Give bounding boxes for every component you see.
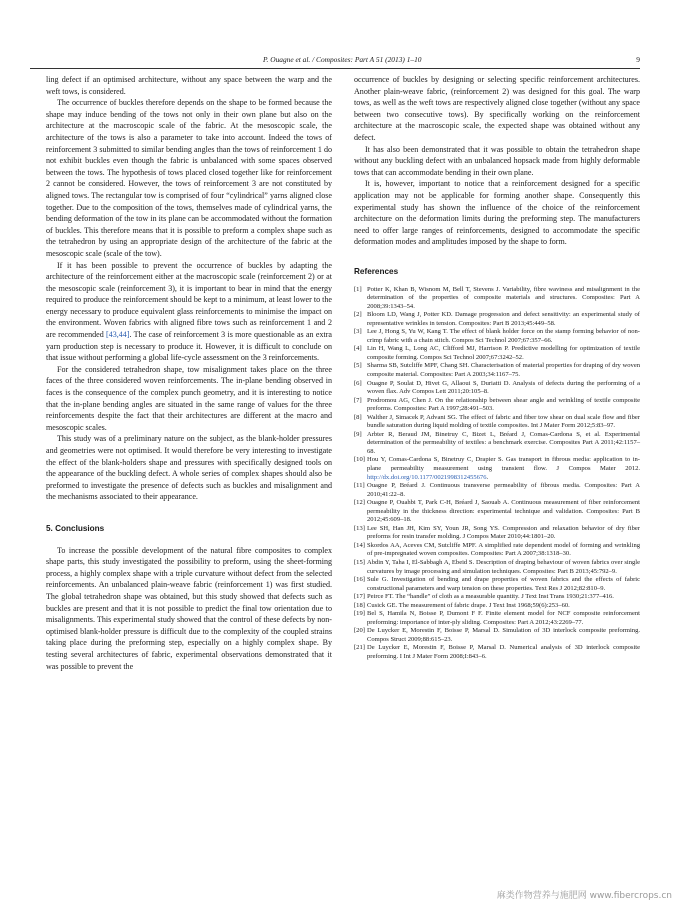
- reference-item: [354, 397, 640, 414]
- reference-text: Ouagne P, Ouahbi T, Park C-H, Bréard J, Saouab A. Continuous measurement of fiber reinforcement permeability in the thickness direction: experimental technique and validation. Composites: Part B 2012;45:609–18.: [367, 499, 640, 524]
- reference-number: [7]: [354, 396, 362, 404]
- reference-item: [354, 380, 640, 397]
- reference-text: Abdin Y, Taha I, El-Sabbagh A, Ebeid S. Description of draping behaviour of woven fabrics over single curvatures by image processing and simulation techniques. Composites: Part B 2013;45:792–9.: [367, 559, 640, 575]
- reference-text: Ouagne P, Bréard J. Continuous transverse permeability of fibrous media. Composites: Part A 2010;41:22–8.: [367, 482, 640, 498]
- reference-item: [354, 644, 640, 661]
- reference-number: [6]: [354, 379, 362, 387]
- reference-text: Bloom LD, Wang J, Potter KD. Damage progression and defect sensitivity: an experimental study of representative wrinkles in tension. Composites: Part B 2013;45:449–58.: [367, 311, 640, 327]
- reference-item: [354, 602, 640, 611]
- reference-text-end: .: [486, 473, 489, 481]
- reference-item: [354, 610, 640, 627]
- reference-item: [354, 286, 640, 312]
- right-column: [354, 74, 640, 662]
- reference-number: [20]: [354, 627, 365, 635]
- reference-number: [13]: [354, 524, 365, 532]
- running-header: [30, 55, 640, 67]
- paragraph: [46, 260, 332, 364]
- header-rule: [30, 68, 640, 69]
- reference-number: [10]: [354, 456, 365, 464]
- paragraph-text: . The case of reinforcement 3 is more questionable as an extra yarn production step is necessary to produce it. However, it is difficult to conclude on that issue without performing a global life-cycle assessment on the 3 reinforcements.: [46, 330, 332, 363]
- journal-citation: P. Ouagne et al. / Composites: Part A 51 (2013) 1–10: [263, 55, 422, 64]
- paragraph: ling defect if an optimised architecture, without any space between the warp and the weft tows, is considered.: [46, 75, 332, 96]
- reference-text: De Luycker E, Morestin F, Boisse P, Marsal D. Simulation of 3D interlock composite preforming. Compos Struct 2009;88:615–23.: [367, 627, 640, 643]
- reference-text: Sharma SB, Sutcliffe MPF, Chang SH. Characterisation of material properties for draping of dry woven composite material. Composites: Part A 2003;34:1167–75.: [367, 362, 640, 378]
- reference-text: Hou Y, Comas-Cardona S, Binetruy C, Drapier S. Gas transport in fibrous media: application to in-plane permeability measurement using transient flow. J Compos Mater 2012.: [367, 456, 640, 472]
- reference-text: Arbter R, Beraud JM, Binetruy C, Bizet L, Bréard J, Comas-Cardona S, et al. Experimental determination of the permeability of textiles: a benchmark exercise. Composites Part A 2011;42:1157–68.: [367, 430, 640, 455]
- reference-text: Skordos AA, Aceves CM, Sutcliffe MPF. A simplified rate dependent model of forming and wrinkling of pre-impregnated woven composites. Composites: Part A 2007;38:1318–30.: [367, 541, 640, 558]
- reference-number: [8]: [354, 413, 362, 421]
- reference-number: [12]: [354, 499, 365, 507]
- reference-number: [17]: [354, 593, 365, 601]
- reference-text: Ouagne P, Soulat D, Hivet G, Allaoui S, Duriatti D. Analysis of defects during the performing of a woven flax. Adv Compos Lett 2011;20:105–8.: [367, 379, 640, 396]
- reference-text: Lee J, Hong S, Yu W, Kang T. The effect of blank holder force on the stamp forming behavior of non-crimp fabric with a chain stitch. Compos Sci Technol 2007;67:357–66.: [367, 328, 640, 344]
- page-number: 9: [636, 55, 640, 64]
- paragraph: The occurrence of buckles therefore depends on the shape to be formed because the shape may induce bending of the tows not only in their own plane but also on the architecture at the macroscopic scale of the fabric. At the mesoscopic scale, the architecture of the tows is also a parameter to take into account. Indeed the tows of reinforcement 3 submitted to similar bending angles than the tows of reinforcement 1 do not exhibit buckles even though the fabric is unbalanced with some spaces observed between the tows. The hypothesis of tows placed closed together like for reinforcement 2 cannot be considered. However, the tows of reinforcement 3 are not constituted by aligned tows. The rectangular tow is comprised of four “cylindrical” yarns aligned close together. Due to the composition of the tows, themselves made of cylindrical yarns, the bending deformation of the tow in its plane can be accommodated without the formation of buckles. This therefore means that it is possible to preform a complex shape such as the tetrahedron by using an appropriate design of the architecture of the fabric at the mesoscopic scale (scale of the tow).: [46, 98, 332, 258]
- reference-text: Peirce FT. The “handle” of cloth as a measurable quantity. J Text Inst Trans 1930;21:377–416.: [367, 593, 614, 601]
- reference-item: [354, 456, 640, 482]
- reference-number: [11]: [354, 482, 365, 490]
- reference-text: Bel S, Hamila N, Boisse P, Dumont F F. Finite element model for NCF composite reinforcement preforming: importance of inter-ply sliding. Composites: Part A 2012;43:2269–77.: [367, 610, 640, 626]
- reference-item: [354, 525, 640, 542]
- paragraph: For the considered tetrahedron shape, tow misalignment takes place on the three faces of the three considered woven reinforcements. The in-plane bending observed in faces is the consequence of the complex punch geometry, and it is interesting to notice that the in-plane bending angles are situated in the same range of values for the three reinforcements despite the fact that their architectures are different at the macro and mesoscopic scales.: [46, 364, 332, 432]
- reference-item: [354, 593, 640, 602]
- reference-item: [354, 328, 640, 345]
- paragraph: This study was of a preliminary nature on the subject, as the blank-holder pressures and geometries were not optimised. It would therefore be very interesting to investigate the effect of the blank-holders shape and pressures with specifically designed tools on the appearance of the buckling defect. A whole series of complex shapes should also be preformed to investigate the presence of defects such as buckles and misalignment and the mechanisms associated to their appearance.: [46, 434, 332, 502]
- citation-link[interactable]: [43,44]: [106, 330, 130, 340]
- reference-text: Potter K, Khan B, Wisnom M, Bell T, Stevens J. Variability, fibre waviness and misalignment in the determination of the properties of composite materials and structures. Composites: Part A 2008;39:1343–54.: [367, 285, 640, 310]
- reference-item: [354, 542, 640, 559]
- reference-item: [354, 576, 640, 593]
- reference-number: [9]: [354, 430, 362, 438]
- reference-number: [2]: [354, 311, 362, 319]
- reference-item: [354, 311, 640, 328]
- reference-item: [354, 414, 640, 431]
- reference-item: [354, 431, 640, 457]
- reference-item: [354, 559, 640, 576]
- reference-number: [4]: [354, 345, 362, 353]
- site-watermark: 麻类作物营养与施肥网 www.fibercrops.cn: [496, 891, 672, 901]
- reference-number: [18]: [354, 601, 365, 609]
- reference-text: Cusick GE. The measurement of fabric drape. J Text Inst 1968;59(6):253–60.: [367, 601, 570, 609]
- section-heading-conclusions: 5. Conclusions: [46, 523, 105, 533]
- paragraph: It is, however, important to notice that a reinforcement designed for a specific application may not be applicable for forming another shape. Consequently this experimental study has shown the influence of the choice of the reinforcement architecture on the deformation limits during the preforming step. The manufacturers need to offer large ranges of reinforcements, designed to accommodate the specific deformation modes and amplitudes imposed by the shape to form.: [354, 179, 640, 247]
- paragraph-text: If it has been possible to prevent the occurrence of buckles by adapting the architecture of the reinforcement either at the macroscopic scale (reinforcement 2) or at the mesoscopic scale (reinforcement 3), it is important to bear in mind that the energy required to produce the reinforcement should be kept to a minimum, at least lower to the energy necessary to produce equivalent glass reinforcements to minimise the impact on the environment. Woven fabrics with aligned fibre tows such as reinforcement 1 and 2 are recommended: [46, 260, 332, 340]
- doi-link[interactable]: http://dx.doi.org/10.1177/0021998312455676: [367, 473, 487, 481]
- reference-item: [354, 345, 640, 362]
- reference-text: De Luycker E, Morestin F, Boisse P, Marsal D. Numerical analysis of 3D interlock composite preforming. I Int J Mater Form 2008;I:843–6.: [367, 644, 640, 661]
- reference-item: [354, 627, 640, 644]
- paragraph: To increase the possible development of the natural fibre composites to complex shape parts, this study investigated the possibility to preform, using the sheet-forming process, a highly complex shape with a triple curvature without defect from the selected reinforcements. An unbalanced plain-weave fabric (reinforcement 1) was first studied. The global tetrahedron shape was obtained, but this study showed that defects such as buckles are present and that it is not possible to predict the final tow orientation due to misalignments. This experimental study showed that the control of these defects by non-optimised blank-holder pressure is difficult due to the complexity of the coupled strains taking place during the preforming step, especially on a highly complex shape. By testing several architectures of fabric, experimental observations demonstrated that it was possible to prevent the: [46, 545, 332, 671]
- reference-number: [21]: [354, 644, 365, 652]
- reference-list: [354, 286, 640, 662]
- reference-number: [16]: [354, 576, 365, 584]
- references-heading: References: [354, 266, 399, 276]
- reference-number: [15]: [354, 559, 365, 566]
- reference-text: Walther J, Simacek P, Advani SG. The effect of fabric and fiber tow shear on dual scale flow and fiber bundle saturation during liquid molding of textile composites. Int J Mater Form 2012;5:83–97.: [367, 413, 640, 430]
- reference-item: [354, 482, 640, 499]
- reference-number: [14]: [354, 541, 365, 549]
- reference-text: Lin H, Wang L, Long AC, Clifford MJ, Harrison P. Predictive modelling for optimization of textile composite forming. Compos Sci Technol 2007;67:3242–52.: [367, 345, 640, 361]
- reference-number: [3]: [354, 328, 362, 336]
- reference-text: Sule G. Investigation of bending and drape properties of woven fabrics and the effects of fabric constructional parameters and warp tension on these properties. Text Res J 2012;82:810–9.: [367, 576, 640, 592]
- reference-number: [5]: [354, 362, 362, 370]
- reference-text: Prodromou AG, Chen J. On the relationship between shear angle and wrinkling of textile composite preforms. Composites: Part A 1997;28:491–503.: [367, 396, 640, 413]
- paragraph: occurrence of buckles by designing or selecting specific reinforcement architectures. Another plain-weave fabric, (reinforcement 2) was designed for this goal. The warp tows, as well as the weft tows are respectively aligned close together (without any space between two consecutive tows). By specifically working on the reinforcement architecture at the macroscopic scale, the expected shape was obtained without any defect.: [354, 75, 640, 142]
- reference-number: [1]: [354, 285, 362, 293]
- reference-number: [19]: [354, 610, 365, 618]
- reference-item: [354, 362, 640, 379]
- reference-item: [354, 499, 640, 525]
- left-column: [46, 74, 332, 672]
- paragraph: It has also been demonstrated that it was possible to obtain the tetrahedron shape without any buckling defect with an unbalanced hopsack made from highly deformable tows that can accommodate bending in their own plane.: [354, 144, 640, 177]
- reference-text: Lee SH, Han JH, Kim SY, Youn JR, Song YS. Compression and relaxation behavior of dry fiber preforms for resin transfer molding. J Compos Mater 2010;44:1801–20.: [367, 524, 640, 541]
